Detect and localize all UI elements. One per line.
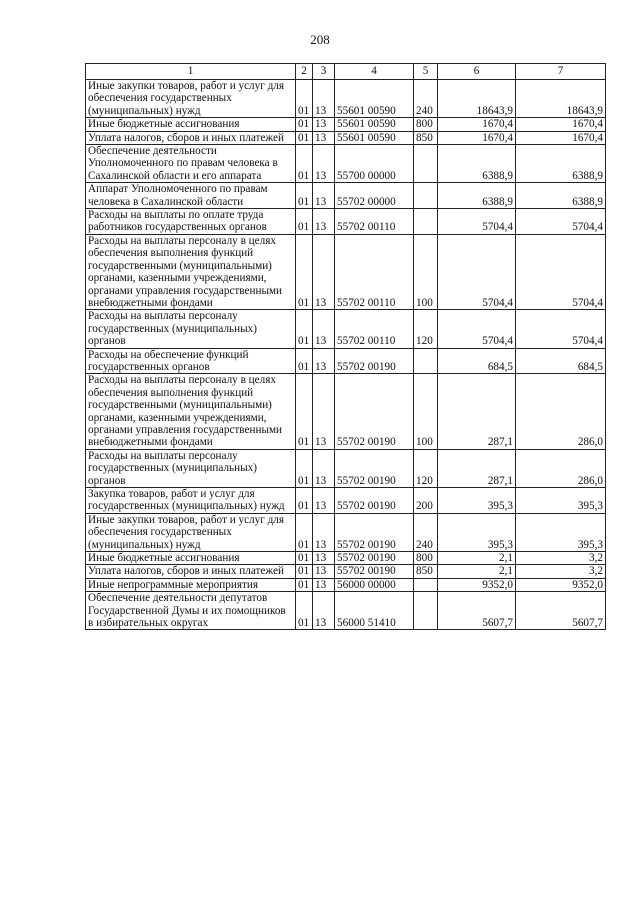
section-code-cell: 01 [296,374,313,449]
amount-col7-cell: 18643,9 [516,80,606,118]
amount-col6-cell: 684,5 [438,348,516,374]
table-row [86,131,606,144]
section-code-cell: 01 [296,592,313,630]
target-article-cell: 55601 00590 [335,80,414,118]
column-header: 1 [86,64,296,80]
target-article-cell: 55702 00190 [335,488,414,514]
target-article-cell: 56000 51410 [335,592,414,630]
subsection-code-cell: 13 [313,552,335,565]
section-code-cell: 01 [296,449,313,487]
target-article-cell: 55702 00190 [335,565,414,578]
target-article-cell: 55702 00110 [335,209,414,235]
table-row [86,513,606,551]
expense-name-cell: Расходы на выплаты персоналу государственных (муниципальных) органов [86,310,296,348]
expense-type-cell: 850 [414,565,438,578]
subsection-code-cell: 13 [313,592,335,630]
column-header: 7 [516,64,606,80]
amount-col6-cell: 287,1 [438,374,516,449]
expense-type-cell [414,183,438,209]
column-header: 4 [335,64,414,80]
table-row [86,488,606,514]
amount-col7-cell: 5704,4 [516,209,606,235]
amount-col6-cell: 5704,4 [438,209,516,235]
table-row [86,80,606,118]
amount-col6-cell: 2,1 [438,552,516,565]
amount-col6-cell: 6388,9 [438,145,516,183]
subsection-code-cell: 13 [313,513,335,551]
target-article-cell: 56000 00000 [335,578,414,591]
expense-name-cell: Расходы на выплаты персоналу государственных (муниципальных) органов [86,449,296,487]
section-code-cell: 01 [296,234,313,309]
expense-type-cell: 120 [414,310,438,348]
expense-name-cell: Расходы на выплаты персоналу в целях обеспечения выполнения функций государственными (муниципальными) органами, казенными учреждениями, органами управления государственными внебюджетными фондами [86,234,296,309]
table-header-row [86,64,606,80]
target-article-cell: 55702 00190 [335,374,414,449]
expense-name-cell: Закупка товаров, работ и услуг для государственных (муниципальных) нужд [86,488,296,514]
expense-name-cell: Иные бюджетные ассигнования [86,552,296,565]
expense-name-cell: Уплата налогов, сборов и иных платежей [86,565,296,578]
expense-name-cell: Уплата налогов, сборов и иных платежей [86,131,296,144]
section-code-cell: 01 [296,209,313,235]
amount-col6-cell: 6388,9 [438,183,516,209]
amount-col7-cell: 6388,9 [516,145,606,183]
amount-col6-cell: 2,1 [438,565,516,578]
amount-col6-cell: 5607,7 [438,592,516,630]
subsection-code-cell: 13 [313,118,335,131]
section-code-cell: 01 [296,552,313,565]
expense-name-cell: Обеспечение деятельности депутатов Государственной Думы и их помощников в избирательных округах [86,592,296,630]
column-header: 2 [296,64,313,80]
expense-name-cell: Иные непрограммные мероприятия [86,578,296,591]
table-row [86,565,606,578]
page-number: 208 [310,32,330,47]
section-code-cell: 01 [296,118,313,131]
subsection-code-cell: 13 [313,310,335,348]
section-code-cell: 01 [296,513,313,551]
expense-name-cell: Расходы на выплаты по оплате труда работников государственных органов [86,209,296,235]
table-row [86,348,606,374]
subsection-code-cell: 13 [313,145,335,183]
expense-name-cell: Иные закупки товаров, работ и услуг для обеспечения государственных (муниципальных) нужд [86,80,296,118]
amount-col7-cell: 6388,9 [516,183,606,209]
target-article-cell: 55702 00190 [335,449,414,487]
expense-name-cell: Аппарат Уполномоченного по правам человека в Сахалинской области [86,183,296,209]
expense-type-cell: 800 [414,118,438,131]
expense-type-cell: 240 [414,80,438,118]
expense-name-cell: Иные бюджетные ассигнования [86,118,296,131]
expense-type-cell: 100 [414,374,438,449]
table-row [86,552,606,565]
table-row [86,234,606,309]
section-code-cell: 01 [296,578,313,591]
table-body [86,80,606,630]
subsection-code-cell: 13 [313,80,335,118]
amount-col7-cell: 3,2 [516,552,606,565]
table-row [86,118,606,131]
expense-type-cell [414,145,438,183]
expense-type-cell: 120 [414,449,438,487]
column-header: 6 [438,64,516,80]
amount-col7-cell: 1670,4 [516,118,606,131]
subsection-code-cell: 13 [313,565,335,578]
expense-name-cell: Расходы на выплаты персоналу в целях обеспечения выполнения функций государственными (муниципальными) органами, казенными учреждениями, органами управления государственными внебюджетными фондами [86,374,296,449]
target-article-cell: 55702 00000 [335,183,414,209]
amount-col7-cell: 286,0 [516,449,606,487]
amount-col6-cell: 287,1 [438,449,516,487]
table-row [86,183,606,209]
expense-name-cell: Расходы на обеспечение функций государственных органов [86,348,296,374]
amount-col7-cell: 5704,4 [516,234,606,309]
expense-type-cell: 240 [414,513,438,551]
amount-col6-cell: 1670,4 [438,118,516,131]
budget-table [85,63,606,630]
table-row [86,374,606,449]
target-article-cell: 55702 00190 [335,348,414,374]
expense-type-cell: 850 [414,131,438,144]
column-header: 3 [313,64,335,80]
subsection-code-cell: 13 [313,488,335,514]
amount-col7-cell: 9352,0 [516,578,606,591]
amount-col6-cell: 5704,4 [438,310,516,348]
amount-col7-cell: 5607,7 [516,592,606,630]
subsection-code-cell: 13 [313,209,335,235]
amount-col7-cell: 395,3 [516,513,606,551]
table-row [86,578,606,591]
section-code-cell: 01 [296,80,313,118]
amount-col7-cell: 3,2 [516,565,606,578]
amount-col7-cell: 395,3 [516,488,606,514]
expense-type-cell [414,209,438,235]
target-article-cell: 55601 00590 [335,118,414,131]
amount-col7-cell: 684,5 [516,348,606,374]
target-article-cell: 55702 00110 [335,234,414,309]
table-row [86,209,606,235]
amount-col6-cell: 5704,4 [438,234,516,309]
amount-col6-cell: 1670,4 [438,131,516,144]
expense-type-cell [414,578,438,591]
amount-col6-cell: 18643,9 [438,80,516,118]
expense-type-cell [414,592,438,630]
target-article-cell: 55702 00190 [335,513,414,551]
section-code-cell: 01 [296,348,313,374]
section-code-cell: 01 [296,488,313,514]
table-row [86,592,606,630]
section-code-cell: 01 [296,183,313,209]
expense-type-cell: 800 [414,552,438,565]
subsection-code-cell: 13 [313,348,335,374]
target-article-cell: 55700 00000 [335,145,414,183]
subsection-code-cell: 13 [313,183,335,209]
target-article-cell: 55702 00110 [335,310,414,348]
subsection-code-cell: 13 [313,131,335,144]
subsection-code-cell: 13 [313,234,335,309]
target-article-cell: 55601 00590 [335,131,414,144]
amount-col7-cell: 286,0 [516,374,606,449]
section-code-cell: 01 [296,145,313,183]
table-row [86,310,606,348]
amount-col7-cell: 5704,4 [516,310,606,348]
target-article-cell: 55702 00190 [335,552,414,565]
table-row [86,449,606,487]
expense-type-cell: 100 [414,234,438,309]
expense-name-cell: Обеспечение деятельности Уполномоченного по правам человека в Сахалинской области и его аппарата [86,145,296,183]
section-code-cell: 01 [296,310,313,348]
expense-type-cell [414,348,438,374]
amount-col7-cell: 1670,4 [516,131,606,144]
subsection-code-cell: 13 [313,578,335,591]
expense-type-cell: 200 [414,488,438,514]
amount-col6-cell: 9352,0 [438,578,516,591]
section-code-cell: 01 [296,565,313,578]
expense-name-cell: Иные закупки товаров, работ и услуг для обеспечения государственных (муниципальных) нужд [86,513,296,551]
column-header: 5 [414,64,438,80]
amount-col6-cell: 395,3 [438,488,516,514]
subsection-code-cell: 13 [313,449,335,487]
table-row [86,145,606,183]
subsection-code-cell: 13 [313,374,335,449]
section-code-cell: 01 [296,131,313,144]
amount-col6-cell: 395,3 [438,513,516,551]
